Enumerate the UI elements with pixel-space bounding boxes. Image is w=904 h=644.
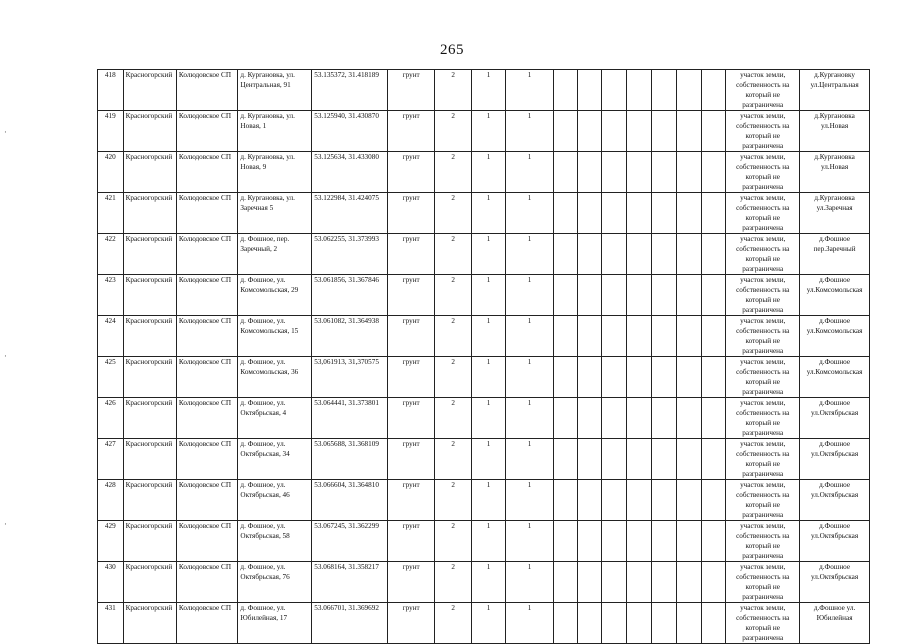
cell-empty [577, 275, 602, 316]
cell-coords: 53.066701, 31.369692 [312, 603, 388, 644]
table-row [98, 521, 870, 562]
cell-address: д. Кургановка, ул. Центральная, 91 [238, 70, 312, 111]
cell-status: участок земли, собственность на который не разграничена [726, 357, 800, 398]
cell-empty [651, 480, 677, 521]
cell-surface: грунт [388, 562, 435, 603]
cell-district: Красногорский [123, 439, 176, 480]
cell-empty [554, 152, 578, 193]
cell-num: 418 [98, 70, 124, 111]
margin-mark: · [4, 520, 7, 530]
cell-district: Красногорский [123, 70, 176, 111]
cell-c1: 2 [435, 357, 472, 398]
cell-empty [701, 357, 726, 398]
cell-empty [577, 357, 602, 398]
cell-num: 429 [98, 521, 124, 562]
cell-num: 426 [98, 398, 124, 439]
cell-location: д.Кургановка ул.Новая [800, 111, 870, 152]
cell-empty [577, 193, 602, 234]
cell-empty [554, 193, 578, 234]
cell-empty [577, 439, 602, 480]
cell-empty [626, 275, 651, 316]
cell-empty [677, 275, 702, 316]
table-row [98, 480, 870, 521]
cell-empty [602, 521, 627, 562]
registry-table [97, 69, 870, 644]
cell-c3: 1 [505, 111, 553, 152]
cell-surface: грунт [388, 316, 435, 357]
cell-c3: 1 [505, 439, 553, 480]
cell-location: д.Фошное ул.Комсомольская [800, 275, 870, 316]
table-row [98, 275, 870, 316]
cell-c2: 1 [472, 70, 506, 111]
cell-empty [554, 521, 578, 562]
cell-settlement: Колюдовское СП [176, 193, 238, 234]
cell-district: Красногорский [123, 357, 176, 398]
cell-empty [626, 398, 651, 439]
cell-num: 431 [98, 603, 124, 644]
cell-empty [602, 234, 627, 275]
cell-empty [626, 439, 651, 480]
cell-empty [626, 111, 651, 152]
cell-c3: 1 [505, 562, 553, 603]
cell-c1: 2 [435, 152, 472, 193]
cell-district: Красногорский [123, 193, 176, 234]
cell-c1: 2 [435, 562, 472, 603]
cell-status: участок земли, собственность на который не разграничена [726, 70, 800, 111]
cell-surface: грунт [388, 152, 435, 193]
cell-empty [651, 234, 677, 275]
cell-location: д.Кургановка ул.Заречная [800, 193, 870, 234]
cell-empty [602, 439, 627, 480]
cell-num: 425 [98, 357, 124, 398]
cell-empty [701, 275, 726, 316]
cell-empty [651, 603, 677, 644]
cell-status: участок земли, собственность на который не разграничена [726, 521, 800, 562]
cell-c2: 1 [472, 193, 506, 234]
cell-settlement: Колюдовское СП [176, 398, 238, 439]
cell-c1: 2 [435, 439, 472, 480]
table-row [98, 398, 870, 439]
cell-empty [701, 152, 726, 193]
cell-empty [602, 480, 627, 521]
cell-empty [677, 316, 702, 357]
cell-empty [677, 70, 702, 111]
cell-c1: 2 [435, 234, 472, 275]
cell-location: д.Фошное ул.Октябрьская [800, 480, 870, 521]
cell-address: д. Фошное, ул. Октябрьская, 4 [238, 398, 312, 439]
cell-surface: грунт [388, 439, 435, 480]
cell-empty [701, 439, 726, 480]
cell-empty [677, 480, 702, 521]
cell-num: 427 [98, 439, 124, 480]
cell-settlement: Колюдовское СП [176, 275, 238, 316]
cell-settlement: Колюдовское СП [176, 357, 238, 398]
cell-empty [626, 480, 651, 521]
cell-c1: 2 [435, 70, 472, 111]
cell-address: д. Фошное, ул. Комсомольская, 29 [238, 275, 312, 316]
cell-c1: 2 [435, 480, 472, 521]
cell-empty [602, 275, 627, 316]
cell-status: участок земли, собственность на который не разграничена [726, 439, 800, 480]
table-row [98, 603, 870, 644]
cell-c3: 1 [505, 152, 553, 193]
cell-c2: 1 [472, 521, 506, 562]
cell-address: д. Фошное, пер. Заречный, 2 [238, 234, 312, 275]
cell-empty [677, 603, 702, 644]
cell-c2: 1 [472, 439, 506, 480]
cell-coords: 53.064441, 31.373801 [312, 398, 388, 439]
cell-empty [677, 398, 702, 439]
cell-empty [577, 70, 602, 111]
cell-settlement: Колюдовское СП [176, 562, 238, 603]
cell-district: Красногорский [123, 521, 176, 562]
cell-num: 420 [98, 152, 124, 193]
cell-empty [651, 521, 677, 562]
cell-district: Красногорский [123, 316, 176, 357]
cell-address: д. Фошное, ул. Юбилейная, 17 [238, 603, 312, 644]
cell-coords: 53.068164, 31.358217 [312, 562, 388, 603]
cell-empty [626, 152, 651, 193]
cell-empty [701, 316, 726, 357]
cell-c2: 1 [472, 234, 506, 275]
cell-c3: 1 [505, 398, 553, 439]
cell-empty [602, 398, 627, 439]
cell-c2: 1 [472, 603, 506, 644]
cell-empty [701, 70, 726, 111]
cell-empty [602, 111, 627, 152]
cell-coords: 53.067245, 31.362299 [312, 521, 388, 562]
cell-empty [677, 357, 702, 398]
cell-address: д. Фошное, ул. Октябрьская, 76 [238, 562, 312, 603]
cell-district: Красногорский [123, 152, 176, 193]
cell-empty [554, 562, 578, 603]
cell-empty [626, 70, 651, 111]
cell-location: д.Фошное ул.Комсомольская [800, 316, 870, 357]
cell-address: д. Фошное, ул. Комсомольская, 15 [238, 316, 312, 357]
cell-coords: 53.122984, 31.424075 [312, 193, 388, 234]
cell-num: 428 [98, 480, 124, 521]
cell-district: Красногорский [123, 275, 176, 316]
cell-c1: 2 [435, 193, 472, 234]
cell-c2: 1 [472, 398, 506, 439]
cell-c2: 1 [472, 152, 506, 193]
cell-empty [577, 152, 602, 193]
cell-c3: 1 [505, 521, 553, 562]
cell-empty [677, 562, 702, 603]
cell-location: д.Фошное ул.Комсомольская [800, 357, 870, 398]
cell-location: д.Фошное ул.Октябрьская [800, 439, 870, 480]
cell-c3: 1 [505, 275, 553, 316]
cell-empty [554, 70, 578, 111]
cell-settlement: Колюдовское СП [176, 70, 238, 111]
cell-empty [626, 603, 651, 644]
cell-c1: 2 [435, 111, 472, 152]
cell-empty [602, 562, 627, 603]
cell-empty [701, 603, 726, 644]
cell-c3: 1 [505, 316, 553, 357]
cell-district: Красногорский [123, 398, 176, 439]
cell-empty [651, 316, 677, 357]
cell-empty [701, 234, 726, 275]
cell-empty [626, 521, 651, 562]
cell-empty [602, 193, 627, 234]
cell-c2: 1 [472, 357, 506, 398]
cell-c2: 1 [472, 275, 506, 316]
cell-district: Красногорский [123, 234, 176, 275]
cell-empty [677, 234, 702, 275]
cell-c1: 2 [435, 521, 472, 562]
cell-c1: 2 [435, 398, 472, 439]
cell-empty [677, 193, 702, 234]
cell-empty [577, 480, 602, 521]
cell-district: Красногорский [123, 562, 176, 603]
cell-coords: 53.125634, 31.433080 [312, 152, 388, 193]
cell-empty [577, 316, 602, 357]
cell-location: д.Кургановка ул.Новая [800, 152, 870, 193]
cell-empty [602, 152, 627, 193]
cell-empty [577, 521, 602, 562]
cell-empty [626, 357, 651, 398]
cell-empty [554, 234, 578, 275]
table-row [98, 439, 870, 480]
table-row [98, 152, 870, 193]
cell-c1: 2 [435, 275, 472, 316]
cell-empty [602, 316, 627, 357]
cell-status: участок земли, собственность на который не разграничена [726, 562, 800, 603]
cell-empty [577, 603, 602, 644]
cell-coords: 53.066604, 31.364810 [312, 480, 388, 521]
table-body [98, 70, 870, 644]
cell-empty [602, 357, 627, 398]
cell-c1: 2 [435, 603, 472, 644]
cell-empty [677, 439, 702, 480]
cell-district: Красногорский [123, 480, 176, 521]
cell-surface: грунт [388, 357, 435, 398]
cell-coords: 53.061856, 31.367846 [312, 275, 388, 316]
cell-num: 423 [98, 275, 124, 316]
cell-empty [602, 603, 627, 644]
cell-empty [626, 316, 651, 357]
cell-status: участок земли, собственность на который не разграничена [726, 603, 800, 644]
cell-c2: 1 [472, 562, 506, 603]
cell-coords: 53.135372, 31.418189 [312, 70, 388, 111]
cell-num: 424 [98, 316, 124, 357]
cell-empty [554, 316, 578, 357]
cell-c3: 1 [505, 234, 553, 275]
cell-status: участок земли, собственность на который не разграничена [726, 480, 800, 521]
table-row [98, 234, 870, 275]
cell-location: д.Фошное ул.Октябрьская [800, 521, 870, 562]
cell-empty [626, 193, 651, 234]
cell-surface: грунт [388, 111, 435, 152]
cell-settlement: Колюдовское СП [176, 603, 238, 644]
cell-coords: 53.061082, 31.364938 [312, 316, 388, 357]
cell-status: участок земли, собственность на который не разграничена [726, 316, 800, 357]
cell-location: д.Фошное ул.Октябрьская [800, 398, 870, 439]
cell-empty [577, 234, 602, 275]
cell-location: д.Фошное ул.Октябрьская [800, 562, 870, 603]
cell-num: 421 [98, 193, 124, 234]
cell-num: 419 [98, 111, 124, 152]
cell-num: 430 [98, 562, 124, 603]
cell-status: участок земли, собственность на который не разграничена [726, 193, 800, 234]
cell-empty [651, 70, 677, 111]
cell-empty [651, 439, 677, 480]
cell-district: Красногорский [123, 111, 176, 152]
table-row [98, 357, 870, 398]
cell-surface: грунт [388, 70, 435, 111]
cell-empty [554, 603, 578, 644]
cell-surface: грунт [388, 480, 435, 521]
cell-empty [651, 562, 677, 603]
cell-surface: грунт [388, 193, 435, 234]
table-row [98, 316, 870, 357]
cell-address: д. Фошное, ул. Комсомольская, 36 [238, 357, 312, 398]
cell-c3: 1 [505, 70, 553, 111]
cell-empty [701, 193, 726, 234]
margin-mark: · [4, 128, 7, 138]
cell-empty [701, 480, 726, 521]
cell-surface: грунт [388, 521, 435, 562]
cell-empty [626, 234, 651, 275]
cell-empty [701, 398, 726, 439]
cell-empty [554, 111, 578, 152]
cell-empty [701, 521, 726, 562]
cell-num: 422 [98, 234, 124, 275]
cell-empty [651, 357, 677, 398]
cell-settlement: Колюдовское СП [176, 152, 238, 193]
table-row [98, 562, 870, 603]
cell-surface: грунт [388, 234, 435, 275]
cell-location: д.Фошное пер.Заречный [800, 234, 870, 275]
cell-empty [554, 480, 578, 521]
cell-settlement: Колюдовское СП [176, 111, 238, 152]
cell-c3: 1 [505, 357, 553, 398]
cell-district: Красногорский [123, 603, 176, 644]
cell-c3: 1 [505, 603, 553, 644]
cell-address: д. Кургановка, ул. Новая, 1 [238, 111, 312, 152]
cell-coords: 53.125940, 31.430870 [312, 111, 388, 152]
cell-settlement: Колюдовское СП [176, 234, 238, 275]
cell-surface: грунт [388, 603, 435, 644]
cell-settlement: Колюдовское СП [176, 439, 238, 480]
cell-status: участок земли, собственность на который не разграничена [726, 275, 800, 316]
cell-address: д. Кургановка, ул. Заречная 5 [238, 193, 312, 234]
cell-coords: 53.062255, 31.373993 [312, 234, 388, 275]
cell-status: участок земли, собственность на который не разграничена [726, 234, 800, 275]
cell-settlement: Колюдовское СП [176, 521, 238, 562]
cell-c2: 1 [472, 480, 506, 521]
cell-c3: 1 [505, 480, 553, 521]
cell-empty [677, 152, 702, 193]
cell-c2: 1 [472, 316, 506, 357]
cell-coords: 53.065688, 31.368109 [312, 439, 388, 480]
cell-address: д. Фошное, ул. Октябрьская, 46 [238, 480, 312, 521]
cell-empty [577, 562, 602, 603]
cell-empty [677, 111, 702, 152]
margin-mark: · [4, 352, 7, 362]
cell-empty [677, 521, 702, 562]
cell-empty [651, 275, 677, 316]
cell-empty [554, 275, 578, 316]
cell-empty [651, 193, 677, 234]
page-number: 265 [440, 42, 464, 58]
cell-empty [554, 439, 578, 480]
cell-status: участок земли, собственность на который не разграничена [726, 111, 800, 152]
table-row [98, 193, 870, 234]
cell-c2: 1 [472, 111, 506, 152]
cell-empty [651, 111, 677, 152]
cell-status: участок земли, собственность на который не разграничена [726, 152, 800, 193]
cell-empty [701, 562, 726, 603]
cell-location: д.Кургановку ул.Центральная [800, 70, 870, 111]
cell-c1: 2 [435, 316, 472, 357]
cell-empty [577, 398, 602, 439]
cell-address: д. Кургановка, ул. Новая, 9 [238, 152, 312, 193]
cell-c3: 1 [505, 193, 553, 234]
cell-address: д. Фошное, ул. Октябрьская, 58 [238, 521, 312, 562]
cell-settlement: Колюдовское СП [176, 480, 238, 521]
cell-empty [651, 398, 677, 439]
cell-status: участок земли, собственность на который не разграничена [726, 398, 800, 439]
cell-empty [554, 357, 578, 398]
cell-empty [626, 562, 651, 603]
cell-settlement: Колюдовское СП [176, 316, 238, 357]
cell-empty [602, 70, 627, 111]
cell-empty [577, 111, 602, 152]
cell-empty [651, 152, 677, 193]
cell-empty [554, 398, 578, 439]
cell-coords: 53,061913, 31,370575 [312, 357, 388, 398]
table-row [98, 111, 870, 152]
cell-surface: грунт [388, 275, 435, 316]
table-row [98, 70, 870, 111]
cell-surface: грунт [388, 398, 435, 439]
cell-location: д.Фошное ул. Юбилейная [800, 603, 870, 644]
cell-address: д. Фошное, ул. Октябрьская, 34 [238, 439, 312, 480]
cell-empty [701, 111, 726, 152]
